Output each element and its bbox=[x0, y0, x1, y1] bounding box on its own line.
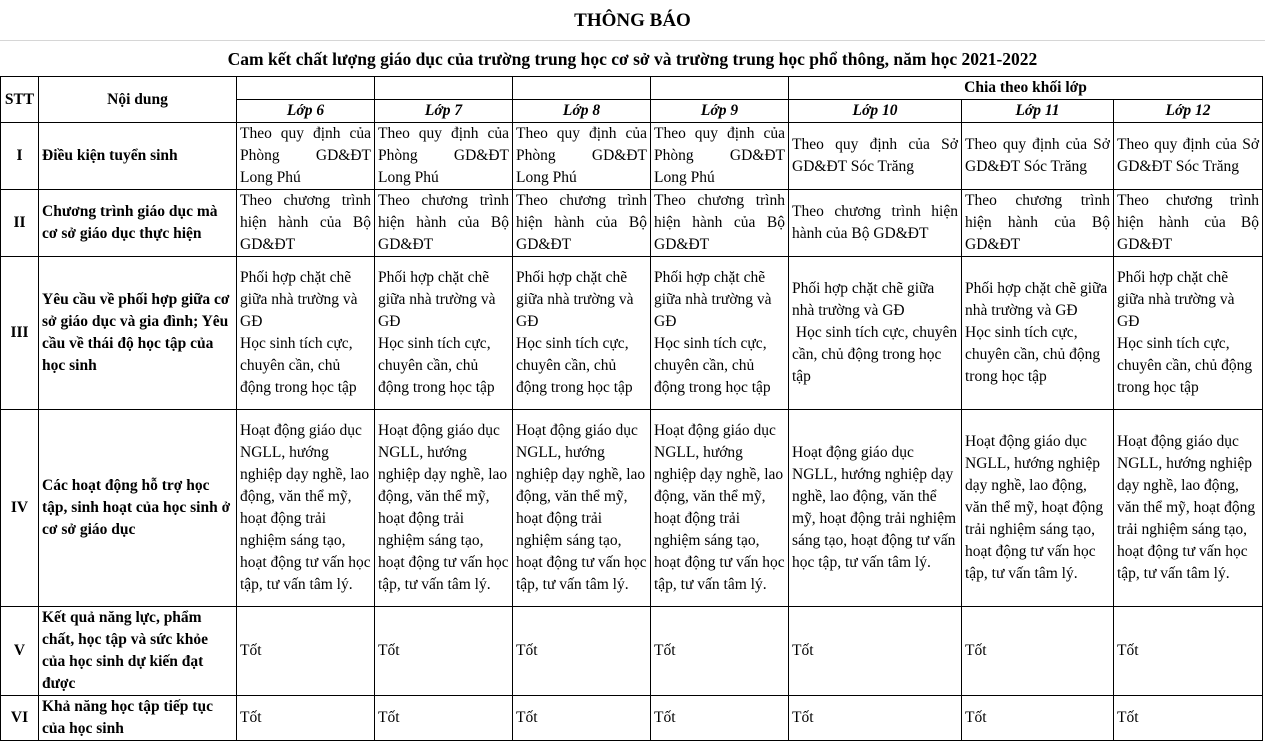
cell-line-a: Phối hợp chặt chẽ giữa nhà trường và GĐ bbox=[240, 269, 358, 330]
table-row bbox=[1, 410, 1263, 607]
grade-cell: Tốt bbox=[375, 696, 513, 741]
subtitle-row bbox=[0, 40, 1265, 76]
row-stt: II bbox=[1, 190, 39, 257]
grade-cell bbox=[789, 257, 962, 410]
grade-cell bbox=[237, 257, 375, 410]
title-row bbox=[0, 0, 1265, 41]
cell-line-b: Học sinh tích cực, chuyên cần, chủ động trong học tập bbox=[792, 324, 961, 385]
row-stt: V bbox=[1, 607, 39, 696]
grade-cell: Tốt bbox=[513, 607, 651, 696]
table-row bbox=[1, 257, 1263, 410]
grade-cell: Tốt bbox=[962, 607, 1114, 696]
grade-cell: Tốt bbox=[237, 696, 375, 741]
cell-line-b: Học sinh tích cực, chuyên cần, chủ động trong học tập bbox=[1117, 335, 1253, 396]
cell-line-a: Phối hợp chặt chẽ giữa nhà trường và GĐ bbox=[516, 269, 634, 330]
grade-cell: Theo quy định của Phòng GD&ĐT Long Phú bbox=[237, 123, 375, 190]
grade-cell: Theo chương trình hiện hành của Bộ GD&ĐT bbox=[237, 190, 375, 257]
grade-cell: Theo quy định của Sở GD&ĐT Sóc Trăng bbox=[789, 123, 962, 190]
cell-line-b: Học sinh tích cực, chuyên cần, chủ động trong học tập bbox=[654, 335, 771, 396]
header-top-blank bbox=[375, 77, 513, 100]
grade-cell bbox=[651, 257, 789, 410]
grade-cell: Hoạt động giáo dục NGLL, hướng nghiệp dạy nghề, lao động, văn thể mỹ, hoạt động trải nghiệm sáng tạo, hoạt động tư vấn học tập, tư vấn tâm lý. bbox=[237, 410, 375, 607]
row-label: Kết quả năng lực, phẩm chất, học tập và sức khỏe của học sinh dự kiến đạt được bbox=[39, 607, 237, 696]
table-row bbox=[1, 607, 1263, 696]
row-stt: VI bbox=[1, 696, 39, 741]
grade-cell: Hoạt động giáo dục NGLL, hướng nghiệp dạy nghề, lao động, văn thể mỹ, hoạt động trải nghiệm sáng tạo, hoạt động tư vấn học tập, tư vấn tâm lý. bbox=[375, 410, 513, 607]
grade-cell bbox=[513, 257, 651, 410]
header-top-blank bbox=[651, 77, 789, 100]
header-grade-10: Lớp 10 bbox=[789, 100, 962, 123]
grade-cell: Hoạt động giáo dục NGLL, hướng nghiệp dạy nghề, lao động, văn thể mỹ, hoạt động trải nghiệm sáng tạo, hoạt động tư vấn học tập, tư vấn tâm lý. bbox=[962, 410, 1114, 607]
cell-line-b: Học sinh tích cực, chuyên cần, chủ động trong học tập bbox=[378, 335, 495, 396]
cell-line-a: Phối hợp chặt chẽ giữa nhà trường và GĐ bbox=[792, 280, 935, 319]
grade-cell bbox=[1114, 257, 1263, 410]
grade-cell: Theo chương trình hiện hành của Bộ GD&ĐT bbox=[651, 190, 789, 257]
grade-cell: Tốt bbox=[651, 607, 789, 696]
cell-line-b: Học sinh tích cực, chuyên cần, chủ động trong học tập bbox=[516, 335, 633, 396]
header-grade-6: Lớp 6 bbox=[237, 100, 375, 123]
document-subtitle: Cam kết chất lượng giáo dục của trường trung học cơ sở và trường trung học phổ thông, năm học 2021-2022 bbox=[227, 48, 1038, 69]
header-grade-11: Lớp 11 bbox=[962, 100, 1114, 123]
header-noi-dung: Nội dung bbox=[39, 77, 237, 123]
grade-cell: Tốt bbox=[962, 696, 1114, 741]
grade-cell: Theo chương trình hiện hành của Bộ GD&ĐT bbox=[513, 190, 651, 257]
cell-line-a: Phối hợp chặt chẽ giữa nhà trường và GĐ bbox=[378, 269, 496, 330]
row-stt: IV bbox=[1, 410, 39, 607]
cell-line-b: Học sinh tích cực, chuyên cần, chủ động trong học tập bbox=[240, 335, 357, 396]
cell-line-a: Phối hợp chặt chẽ giữa nhà trường và GĐ bbox=[1117, 269, 1235, 330]
row-label: Các hoạt động hỗ trợ học tập, sinh hoạt của học sinh ở cơ sở giáo dục bbox=[39, 410, 237, 607]
header-chia-theo-khoi: Chia theo khối lớp bbox=[789, 77, 1263, 100]
grade-cell: Theo quy định của Phòng GD&ĐT Long Phú bbox=[651, 123, 789, 190]
header-stt: STT bbox=[1, 77, 39, 123]
commitment-table bbox=[0, 76, 1263, 741]
cell-line-a: Phối hợp chặt chẽ giữa nhà trường và GĐ bbox=[654, 269, 772, 330]
grade-cell: Theo quy định của Sở GD&ĐT Sóc Trăng bbox=[1114, 123, 1263, 190]
document-title: THÔNG BÁO bbox=[574, 10, 691, 31]
grade-cell: Tốt bbox=[651, 696, 789, 741]
grade-cell: Theo quy định của Phòng GD&ĐT Long Phú bbox=[513, 123, 651, 190]
header-top-blank bbox=[513, 77, 651, 100]
table-row bbox=[1, 190, 1263, 257]
grade-cell: Hoạt động giáo dục NGLL, hướng nghiệp dạy nghề, lao động, văn thể mỹ, hoạt động trải nghiệm sáng tạo, hoạt động tư vấn học tập, tư vấn tâm lý. bbox=[789, 410, 962, 607]
cell-line-a: Phối hợp chặt chẽ giữa nhà trường và GĐ bbox=[965, 280, 1108, 319]
table-row bbox=[1, 696, 1263, 741]
grade-cell: Hoạt động giáo dục NGLL, hướng nghiệp dạy nghề, lao động, văn thể mỹ, hoạt động trải nghiệm sáng tạo, hoạt động tư vấn học tập, tư vấn tâm lý. bbox=[1114, 410, 1263, 607]
header-grade-12: Lớp 12 bbox=[1114, 100, 1263, 123]
grade-cell: Theo quy định của Sở GD&ĐT Sóc Trăng bbox=[962, 123, 1114, 190]
row-label: Điều kiện tuyển sinh bbox=[39, 123, 237, 190]
grade-cell: Tốt bbox=[237, 607, 375, 696]
grade-cell: Tốt bbox=[789, 607, 962, 696]
row-label: Chương trình giáo dục mà cơ sở giáo dục thực hiện bbox=[39, 190, 237, 257]
grade-cell: Theo chương trình hiện hành của Bộ GD&ĐT bbox=[962, 190, 1114, 257]
header-row-top bbox=[1, 77, 1263, 100]
table-row bbox=[1, 123, 1263, 190]
grade-cell bbox=[962, 257, 1114, 410]
row-stt: I bbox=[1, 123, 39, 190]
grade-cell: Theo chương trình hiện hành của Bộ GD&ĐT bbox=[1114, 190, 1263, 257]
row-stt: III bbox=[1, 257, 39, 410]
grade-cell: Hoạt động giáo dục NGLL, hướng nghiệp dạy nghề, lao động, văn thể mỹ, hoạt động trải nghiệm sáng tạo, hoạt động tư vấn học tập, tư vấn tâm lý. bbox=[513, 410, 651, 607]
header-grade-9: Lớp 9 bbox=[651, 100, 789, 123]
grade-cell: Tốt bbox=[513, 696, 651, 741]
header-top-blank bbox=[237, 77, 375, 100]
grade-cell: Tốt bbox=[375, 607, 513, 696]
grade-cell: Tốt bbox=[1114, 607, 1263, 696]
grade-cell: Theo chương trình hiện hành của Bộ GD&ĐT bbox=[789, 190, 962, 257]
grade-cell: Theo quy định của Phòng GD&ĐT Long Phú bbox=[375, 123, 513, 190]
grade-cell bbox=[375, 257, 513, 410]
header-grade-7: Lớp 7 bbox=[375, 100, 513, 123]
header-grade-8: Lớp 8 bbox=[513, 100, 651, 123]
grade-cell: Hoạt động giáo dục NGLL, hướng nghiệp dạy nghề, lao động, văn thể mỹ, hoạt động trải nghiệm sáng tạo, hoạt động tư vấn học tập, tư vấn tâm lý. bbox=[651, 410, 789, 607]
grade-cell: Tốt bbox=[1114, 696, 1263, 741]
row-label: Yêu cầu về phối hợp giữa cơ sở giáo dục và gia đình; Yêu cầu về thái độ học tập của học sinh bbox=[39, 257, 237, 410]
grade-cell: Tốt bbox=[789, 696, 962, 741]
row-label: Khả năng học tập tiếp tục của học sinh bbox=[39, 696, 237, 741]
grade-cell: Theo chương trình hiện hành của Bộ GD&ĐT bbox=[375, 190, 513, 257]
cell-line-b: Học sinh tích cực, chuyên cần, chủ động trong học tập bbox=[965, 324, 1101, 385]
